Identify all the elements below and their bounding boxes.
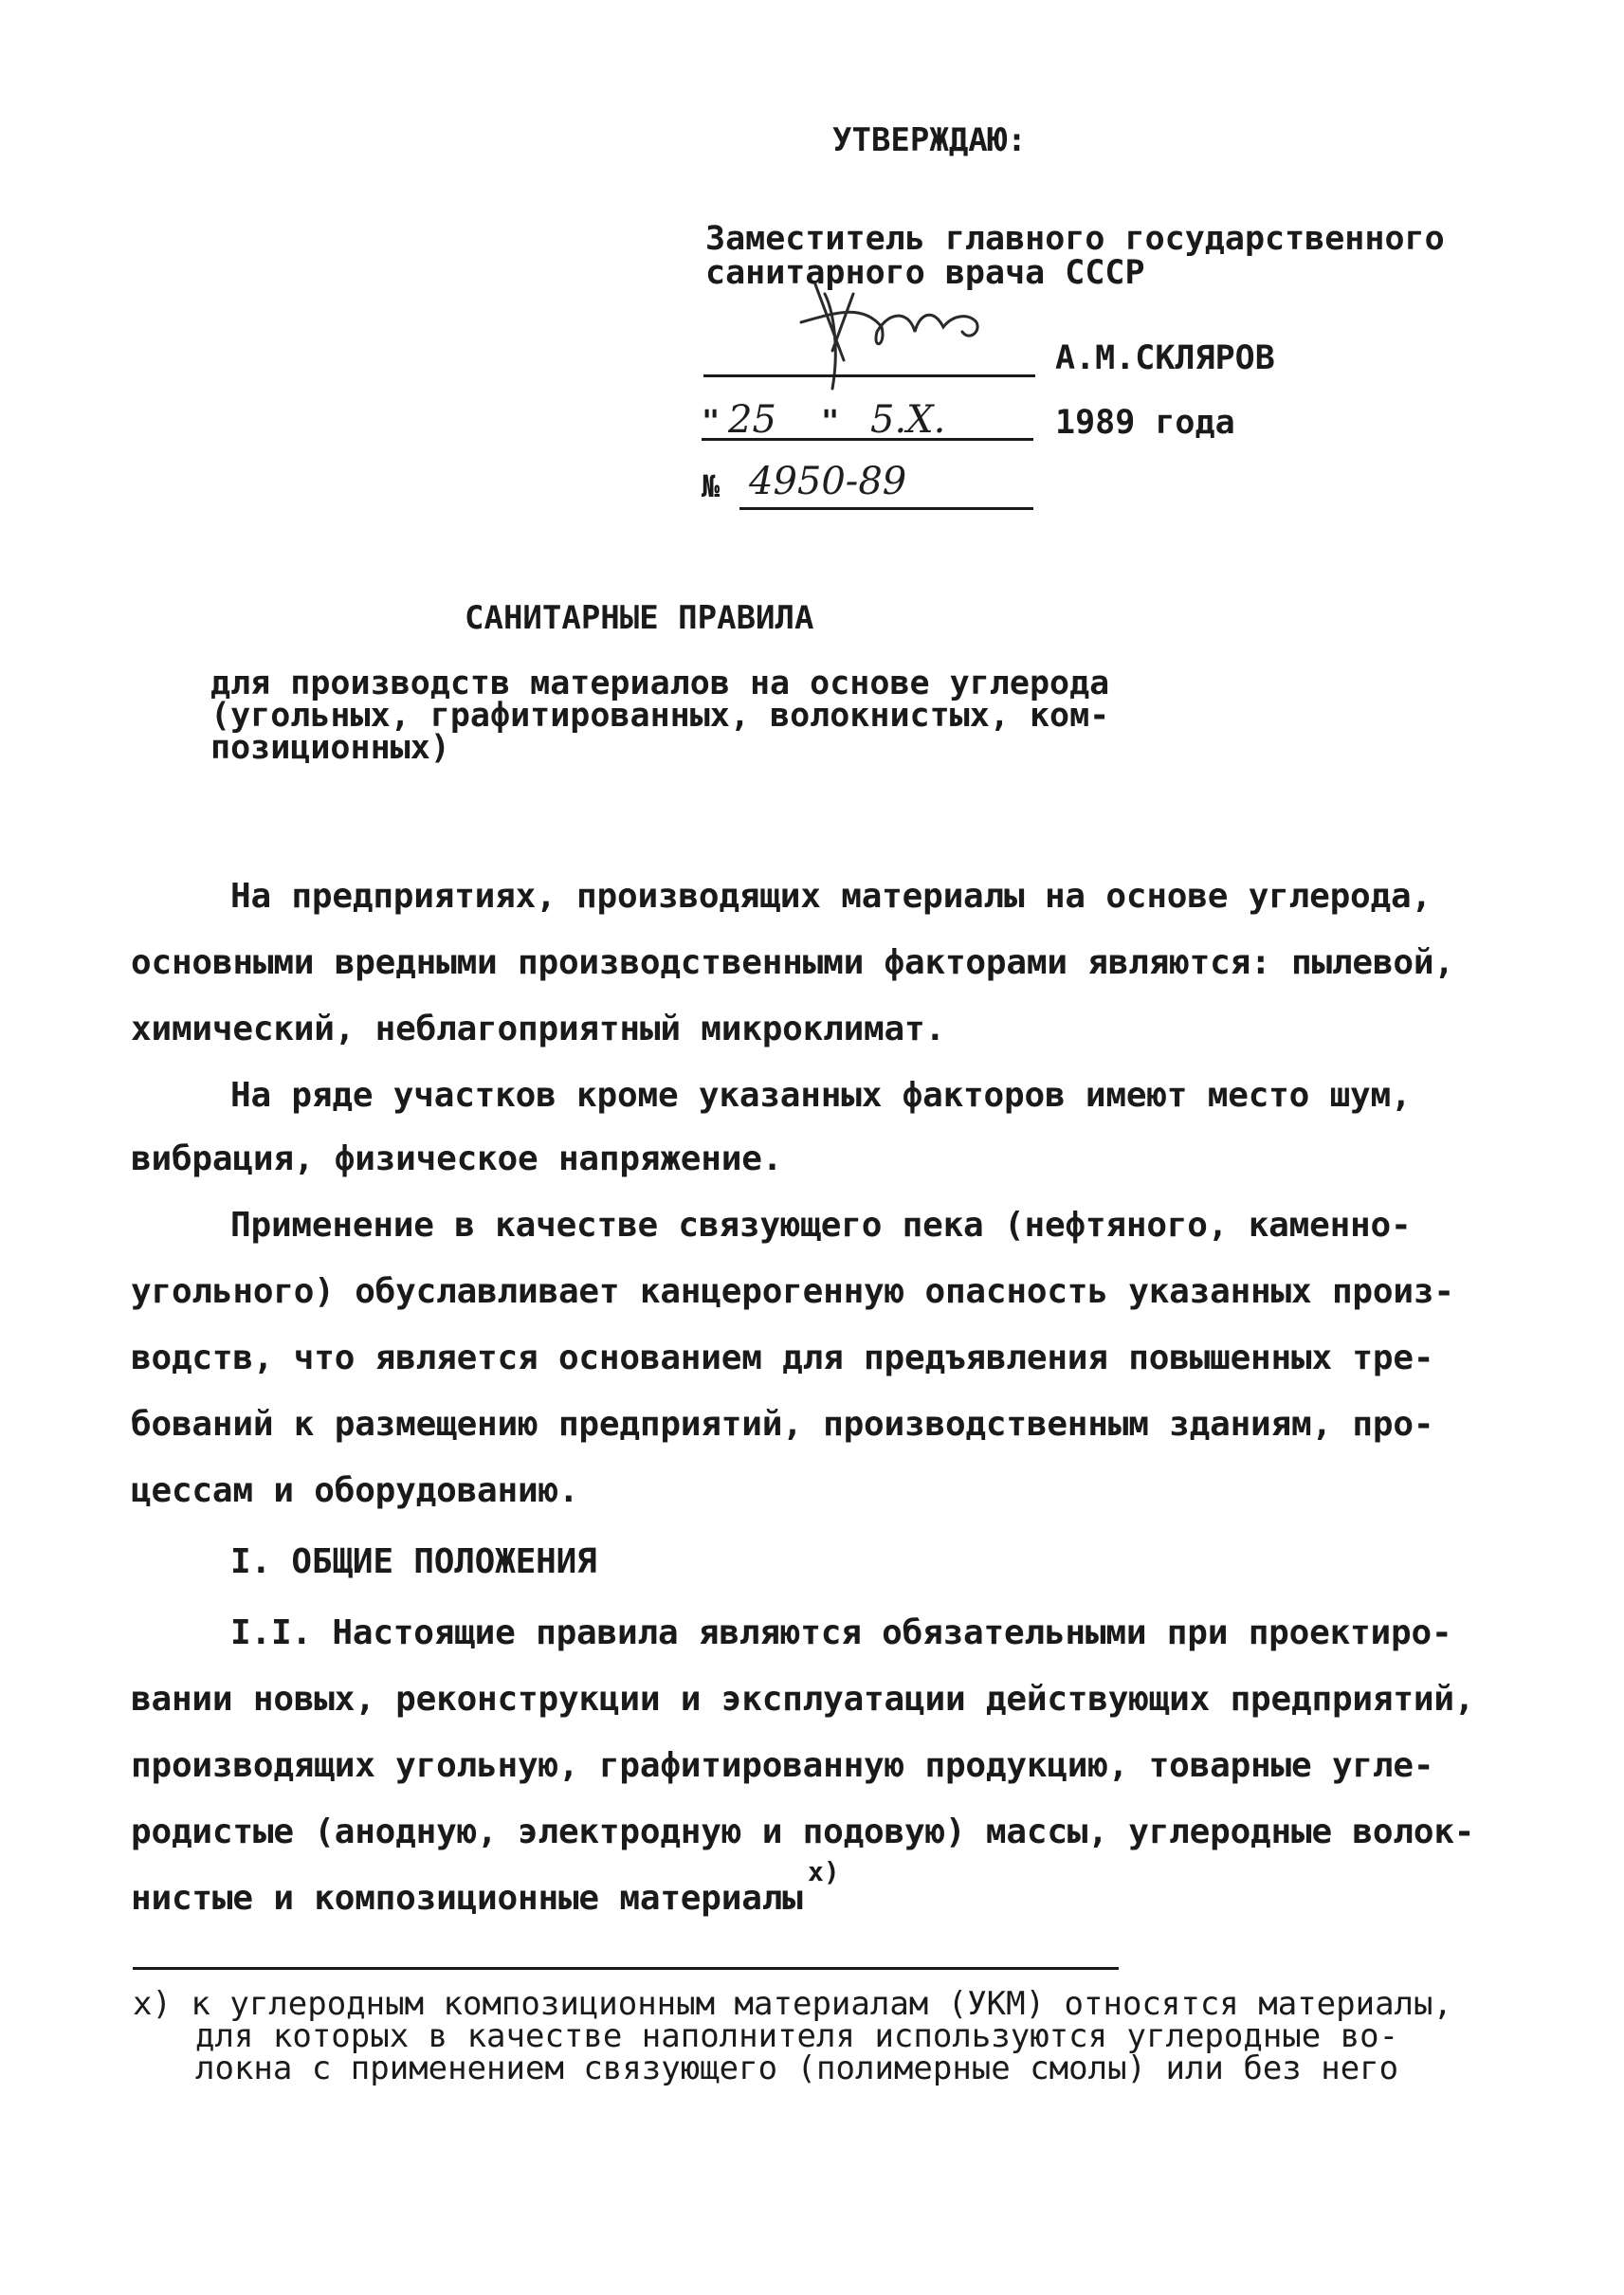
signature-line bbox=[703, 374, 1035, 377]
date-year: 1989 года bbox=[1055, 404, 1235, 442]
date-month: 5.X. bbox=[870, 398, 946, 442]
footnote-line1: x) к углеродным композиционным материалам (УКМ) относятся материалы, bbox=[133, 1985, 1452, 2023]
clause-line4: родистые (анодную, электродную и подовую) массы, углеродные волок- bbox=[131, 1812, 1475, 1851]
clause-line1: I.I. Настоящие правила являются обязательными при проектиро- bbox=[230, 1613, 1452, 1652]
number-prefix: № bbox=[702, 468, 721, 504]
intro-p3-line4: бований к размещению предприятий, производственным зданиям, про- bbox=[131, 1405, 1434, 1444]
subtitle-line3: позиционных) bbox=[210, 729, 450, 767]
section-heading: I. ОБЩИЕ ПОЛОЖЕНИЯ bbox=[230, 1542, 597, 1581]
intro-p3-line3: водств, что является основанием для предъявления повышенных тре- bbox=[131, 1339, 1434, 1377]
date-close-quote: " bbox=[821, 403, 840, 439]
clause-line3: производящих угольную, графитированную продукцию, товарные угле- bbox=[131, 1746, 1434, 1785]
date-open-quote: " bbox=[702, 403, 721, 439]
intro-p2-line1: На ряде участков кроме указанных факторов имеют место шум, bbox=[230, 1076, 1412, 1115]
number-value: 4950-89 bbox=[749, 460, 907, 503]
clause-line2: вании новых, реконструкции и эксплуатации действующих предприятий, bbox=[131, 1680, 1475, 1719]
approval-position-line2: санитарного врача СССР bbox=[705, 254, 1145, 292]
footnote-separator bbox=[133, 1967, 1119, 1970]
intro-p1-line3: химический, неблагоприятный микроклимат. bbox=[131, 1010, 945, 1048]
approval-position-line1: Заместитель главного государственного bbox=[705, 220, 1445, 258]
subtitle-line1: для производств материалов на основе углерода bbox=[210, 665, 1110, 702]
subtitle-line2: (угольных, графитированных, волокнистых, ком- bbox=[210, 697, 1110, 735]
date-day: 25 bbox=[728, 398, 776, 442]
number-underline bbox=[739, 507, 1033, 510]
date-underline bbox=[702, 438, 1033, 441]
footnote-line2: для которых в качестве наполнителя используются углеродные во- bbox=[195, 2017, 1399, 2055]
intro-p2-line2: вибрация, физическое напряжение. bbox=[131, 1139, 783, 1178]
document-title: САНИТАРНЫЕ ПРАВИЛА bbox=[465, 599, 814, 637]
intro-p1-line2: основными вредными производственными факторами являются: пылевой, bbox=[131, 943, 1454, 982]
approval-signatory: А.М.СКЛЯРОВ bbox=[1055, 339, 1275, 377]
intro-p1-line1: На предприятиях, производящих материалы на основе углерода, bbox=[230, 877, 1432, 916]
intro-p3-line2: угольного) обуславливает канцерогенную опасность указанных произ- bbox=[131, 1272, 1454, 1311]
clause-line5: нистые и композиционные материалы bbox=[131, 1879, 803, 1918]
intro-p3-line1: Применение в качестве связующего пека (нефтяного, каменно- bbox=[230, 1206, 1412, 1245]
footnote-reference: x) bbox=[808, 1856, 840, 1887]
footnote-line3: локна с применением связующего (полимерные смолы) или без него bbox=[195, 2049, 1399, 2087]
intro-p3-line5: цессам и оборудованию. bbox=[131, 1471, 579, 1510]
approval-heading: УТВЕРЖДАЮ: bbox=[832, 121, 1027, 159]
